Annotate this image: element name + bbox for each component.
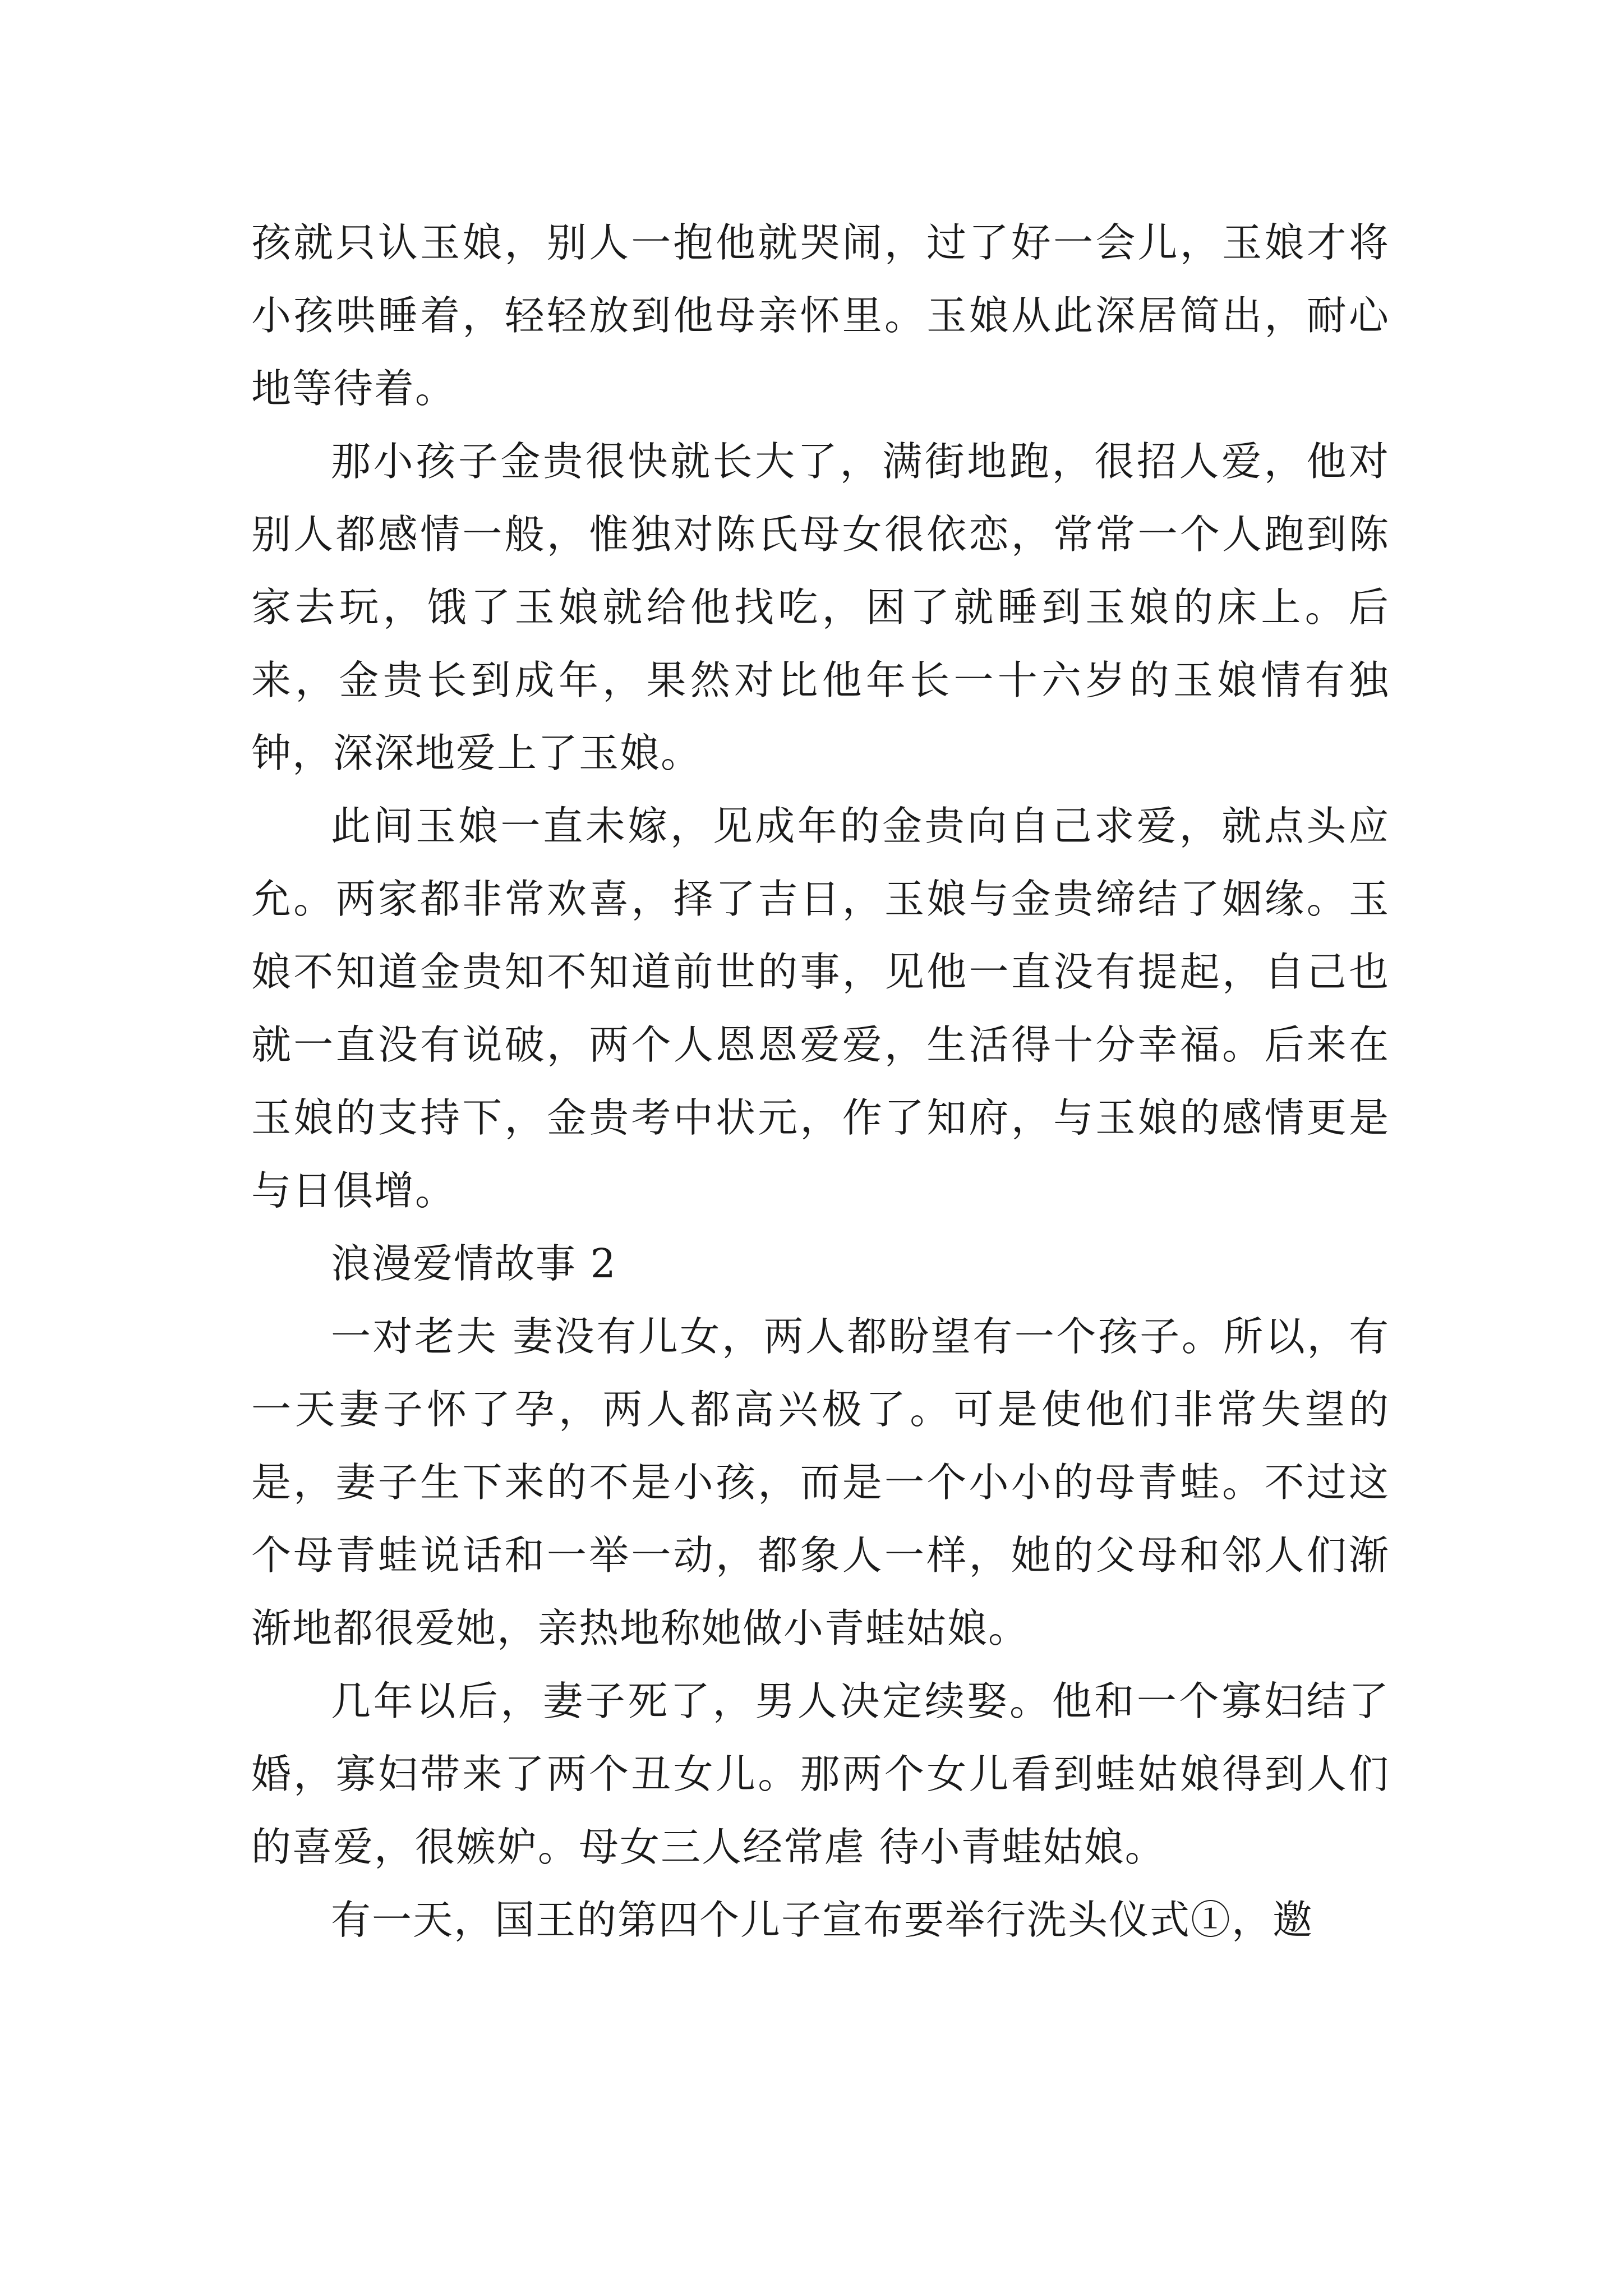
paragraph: 一对老夫 妻没有儿女，两人都盼望有一个孩子。所以，有一天妻子怀了孕，两人都高兴极了。可是使他们非常失望的是，妻子生下来的不是小孩，而是一个小小的母青蛙。不过这个母青蛙说话和一举一动，都象人一样，她的父母和邻人们渐渐地都很爱她，亲热地称她做小青蛙姑娘。	[251, 1313, 1390, 1651]
body-text	[251, 206, 1390, 1957]
paragraph-continued: 孩就只认玉娘，别人一抱他就哭闹，过了好一会儿，玉娘才将小孩哄睡着，轻轻放到他母亲怀里。玉娘从此深居简出，耐心地等待着。	[251, 219, 1390, 412]
section-heading: 浪漫爱情故事 2	[331, 1240, 617, 1287]
paragraph: 有一天，国王的第四个儿子宣布要举行洗头仪式①，邀	[331, 1897, 1314, 1943]
paragraph: 此间玉娘一直未嫁，见成年的金贵向自己求爱，就点头应允。两家都非常欢喜，择了吉日，玉娘与金贵缔结了姻缘。玉娘不知道金贵知不知道前世的事，见他一直没有提起，自己也就一直没有说破，两个人恩恩爱爱，生活得十分幸福。后来在玉娘的支持下，金贵考中状元，作了知府，与玉娘的感情更是与日俱增。	[251, 803, 1390, 1214]
paragraph: 几年以后，妻子死了，男人决定续娶。他和一个寡妇结了婚，寡妇带来了两个丑女儿。那两个女儿看到蛙姑娘得到人们的喜爱，很嫉妒。母女三人经常虐 待小青蛙姑娘。	[251, 1678, 1390, 1870]
paragraph: 那小孩子金贵很快就长大了，满街地跑，很招人爱，他对别人都感情一般，惟独对陈氏母女很依恋，常常一个人跑到陈家去玩，饿了玉娘就给他找吃，困了就睡到玉娘的床上。后来，金贵长到成年，果然对比他年长一十六岁的玉娘情有独钟，深深地爱上了玉娘。	[251, 438, 1390, 776]
